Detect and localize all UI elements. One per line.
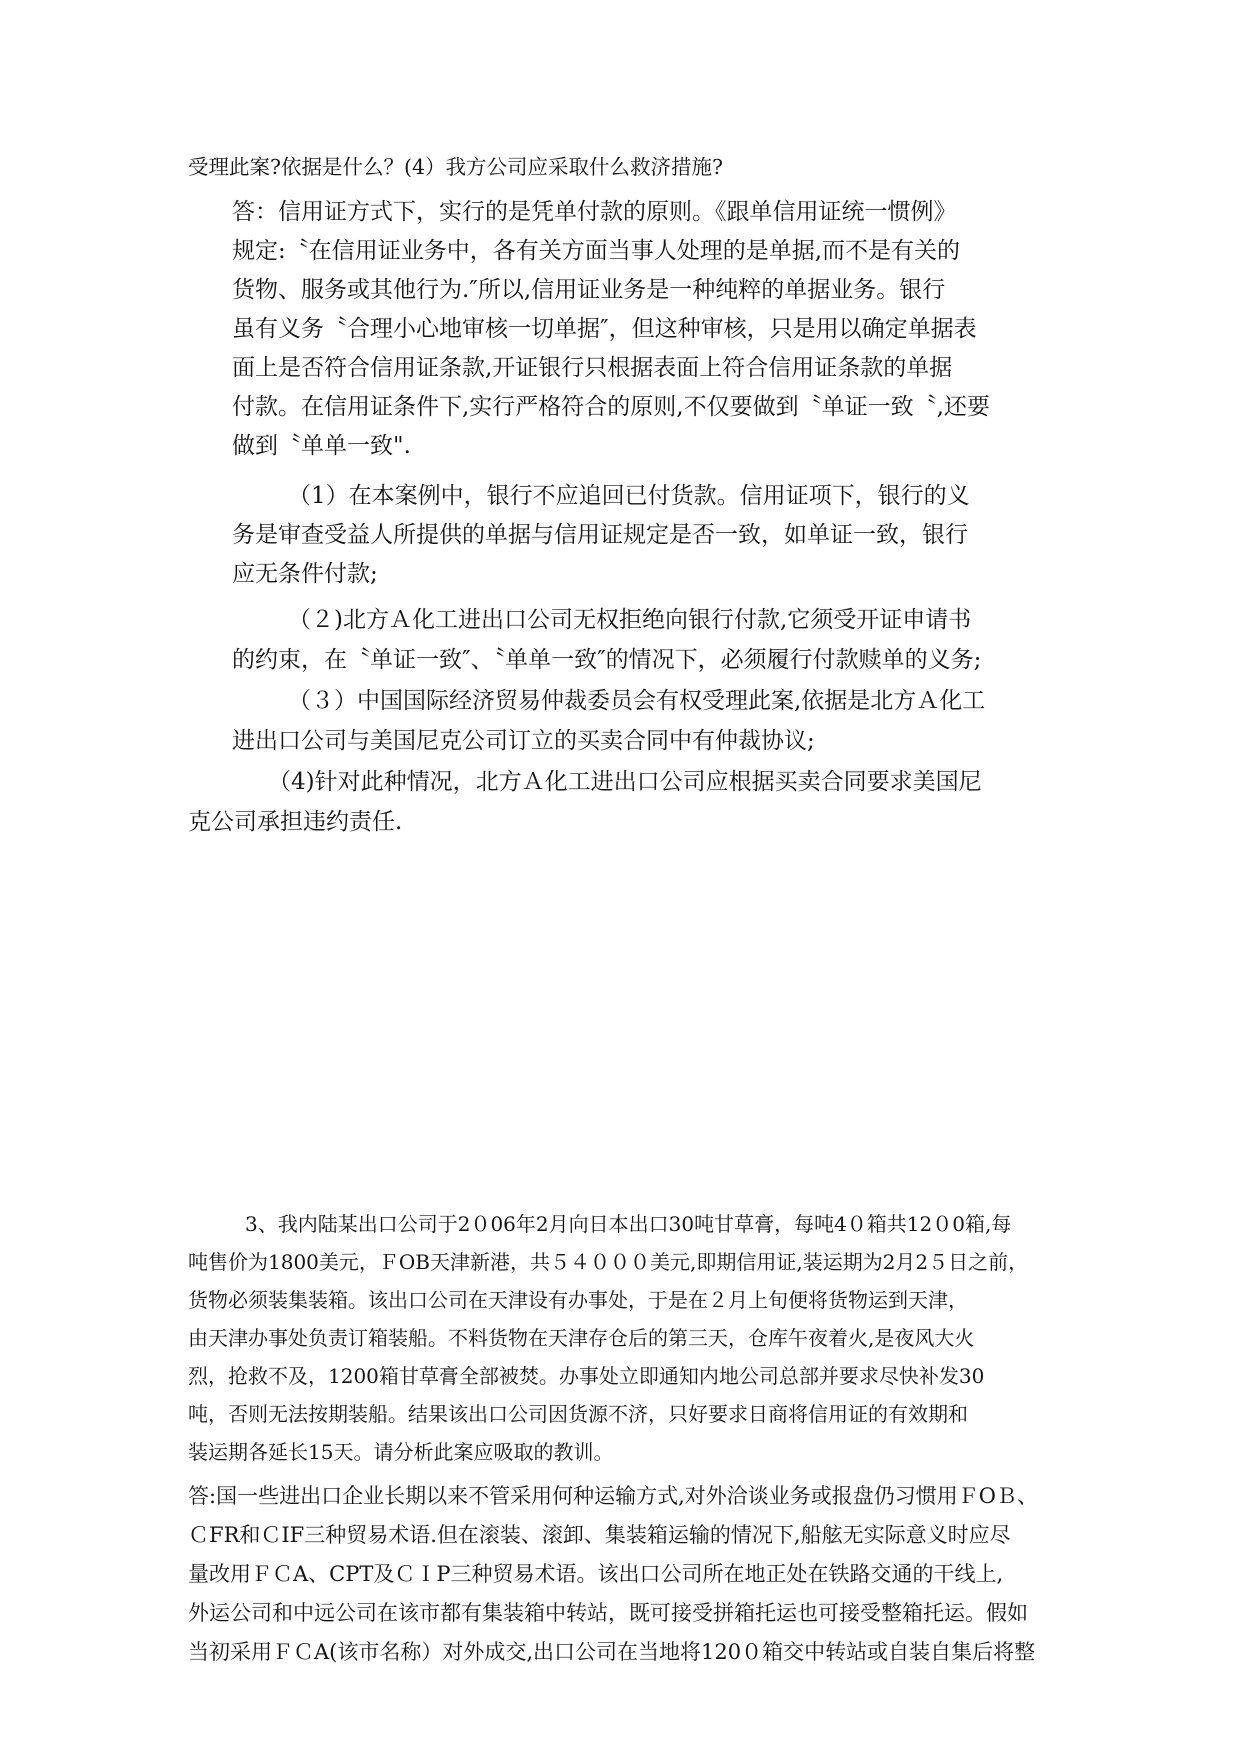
point-4-line: （4)针对此种情况，北方Ａ化工进出口公司应根据买卖合同要求美国尼 [268, 769, 982, 795]
case-3-question-line: 吨，否则无法按期装船。结果该出口公司因货源不济，只好要求日商将信用证的有效期和 [188, 1402, 968, 1426]
case-3-question-line: 由天津办事处负责订箱装船。不料货物在天津存仓后的第三天，仓库午夜着火,是夜风大火 [188, 1326, 975, 1350]
answer-line: 货物、服务或其他行为.″所以,信用证业务是一种纯粹的单据业务。银行 [232, 277, 946, 303]
case-3-question-line: 货物必须装集装箱。该出口公司在天津设有办事处，于是在２月上旬便将货物运到天津， [188, 1288, 968, 1312]
answer-line: 面上是否符合信用证条款,开证银行只根据表面上符合信用证条款的单据 [232, 355, 953, 381]
point-1-line: 应无条件付款; [232, 561, 378, 587]
answer-line: 虽有义务〝合理小心地审核一切单据″，但这种审核，只是用以确定单据表 [232, 316, 977, 342]
case-3-question-line: 烈，抢救不及，1200箱甘草膏全部被焚。办事处立即通知内地公司总部并要求尽快补发30 [188, 1364, 985, 1388]
point-4-line: 克公司承担违约责任. [188, 809, 403, 835]
case-3-question-line: 3、我内陆某出口公司于2０06年2月向日本出口30吨甘草膏，每吨4０箱共12０0箱,每 [245, 1212, 1012, 1236]
question-continuation: 受理此案?依据是什么？(4）我方公司应采取什么救济措施? [188, 155, 724, 179]
answer-line: 答：信用证方式下，实行的是凭单付款的原则。《跟单信用证统一惯例》 [232, 199, 957, 225]
answer-line: 付款。在信用证条件下,实行严格符合的原则,不仅要做到〝单证一致〝,还要 [232, 394, 990, 420]
point-2-line: 的约束，在〝单证一致″、〝单单一致″的情况下，必须履行付款赎单的义务; [232, 647, 982, 673]
case-3-question-line: 吨售价为1800美元，ＦOB天津新港，共５４０００美元,即期信用证,装运期为2月2５日之前， [188, 1250, 1029, 1274]
case-3-answer-line: 外运公司和中远公司在该市都有集装箱中转站，既可接受拼箱托运也可接受整箱托运。假如 [188, 1601, 1028, 1625]
answer-line: 做到〝单单一致". [232, 433, 411, 459]
case-3-answer-line: 当初采用ＦＣA(该市名称）对外成交,出口公司在当地将120０箱交中转站或自装自集后将整 [188, 1640, 1036, 1664]
point-3-line: 进出口公司与美国尼克公司订立的买卖合同中有仲裁协议; [232, 728, 815, 754]
point-3-line: （３）中国国际经济贸易仲裁委员会有权受理此案,依据是北方Ａ化工 [288, 688, 986, 714]
case-3-answer-line: 量改用ＦＣA、CPT及ＣＩP三种贸易术语。该出口公司所在地正处在铁路交通的干线上, [188, 1562, 1004, 1586]
point-1-line: 务是审查受益人所提供的单据与信用证规定是否一致，如单证一致，银行 [232, 522, 968, 548]
point-1-line: （1）在本案例中，银行不应追回已付货款。信用证项下，银行的义 [288, 483, 970, 509]
case-3-answer-line: ＣFR和ＣIF三种贸易术语.但在滚装、滚卸、集装箱运输的情况下,船舷无实际意义时应尽 [188, 1523, 1011, 1547]
answer-line: 规定:〝在信用证业务中，各有关方面当事人处理的是单据,而不是有关的 [232, 238, 961, 264]
case-3-answer-line: 答:国一些进出口企业长期以来不管采用何种运输方式,对外洽谈业务或报盘仍习惯用ＦOＢ、 [188, 1484, 1038, 1508]
point-2-line: （２)北方Ａ化工进出口公司无权拒绝向银行付款,它须受开证申请书 [288, 607, 972, 633]
case-3-question-line: 装运期各延长15天。请分析此案应吸取的教训。 [188, 1440, 614, 1464]
